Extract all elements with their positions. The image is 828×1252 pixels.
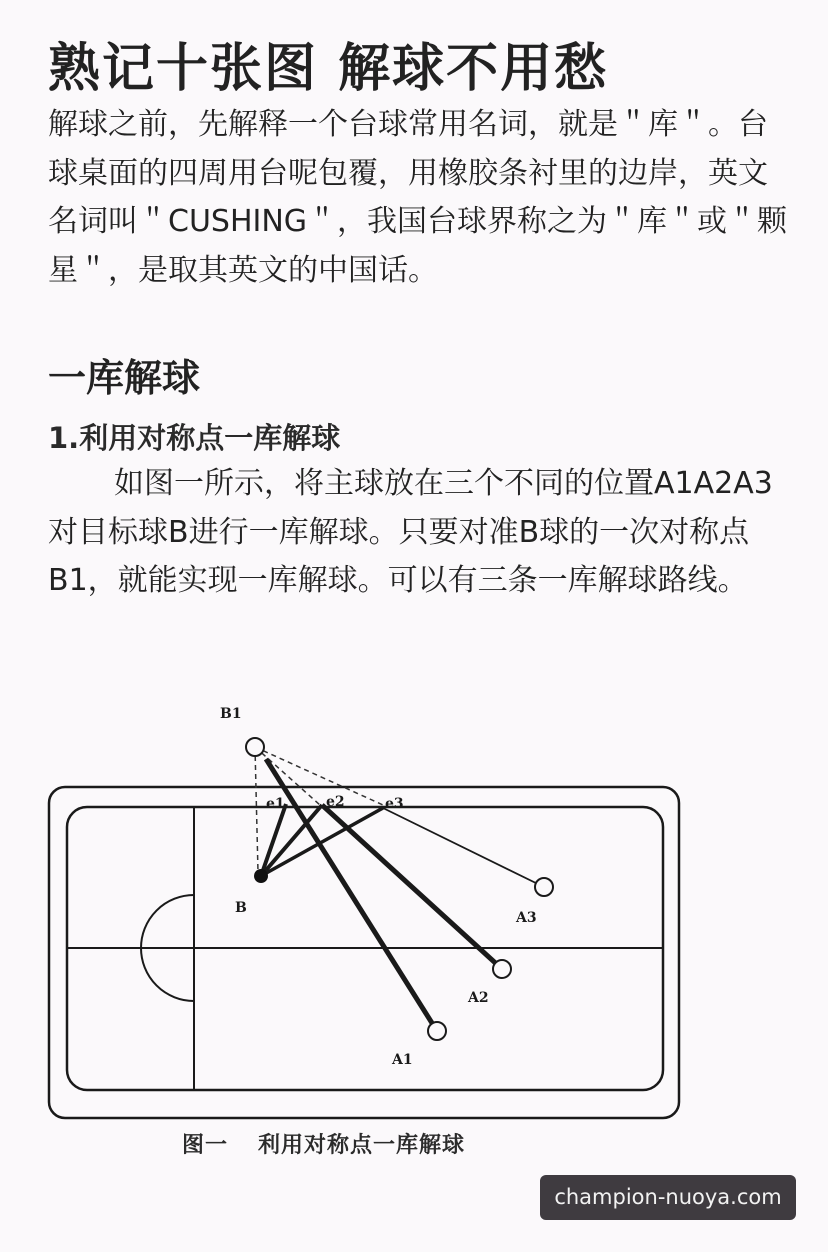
site-watermark: champion-nuoya.com xyxy=(540,1175,796,1220)
intro-paragraph: 解球之前，先解释一个台球常用名词，就是＂库＂。台球桌面的四周用台呢包覆，用橡胶条衬里的边岸，英文名词叫＂CUSHING＂，我国台球界称之为＂库＂或＂颗星＂，是取其英文的中国话。 xyxy=(48,107,788,288)
label-b: B xyxy=(235,900,247,916)
label-e2: e2 xyxy=(326,794,345,810)
table-outer-rail xyxy=(49,787,679,1118)
path-e2-to-b xyxy=(261,805,322,876)
billiard-table-diagram xyxy=(40,690,690,1170)
subsection-heading: 1.利用对称点一库解球 xyxy=(48,421,341,455)
body-text: 如图一所示，将主球放在三个不同的位置A1A2A3对目标球B进行一库解球。只要对准B球的一次对称点B1，就能实现一库解球。可以有三条一库解球路线。 xyxy=(48,466,773,598)
section-heading: 一库解球 xyxy=(48,356,201,400)
label-a2: A2 xyxy=(468,990,489,1006)
cue-ball-a2 xyxy=(493,960,511,978)
page-title: 熟记十张图 解球不用愁 xyxy=(48,39,609,99)
path-a1-to-e1 xyxy=(266,759,437,1031)
figure-caption xyxy=(182,1128,465,1159)
path-a3-to-e3 xyxy=(383,808,544,887)
body-paragraph xyxy=(48,460,788,606)
cue-ball-a3 xyxy=(535,878,553,896)
caption-number: 图一 xyxy=(182,1133,229,1158)
label-e3: e3 xyxy=(385,796,404,812)
symmetric-point-b1 xyxy=(246,738,264,756)
label-a3: A3 xyxy=(516,910,537,926)
label-b1: B1 xyxy=(220,706,242,722)
target-ball-b xyxy=(254,869,268,883)
dashed-line-b1-b xyxy=(255,747,258,872)
caption-text: 利用对称点一库解球 xyxy=(258,1133,466,1158)
label-e1: e1 xyxy=(266,796,285,812)
cue-ball-a1 xyxy=(428,1022,446,1040)
label-a1: A1 xyxy=(392,1052,413,1068)
figure-diagram xyxy=(40,690,690,1170)
